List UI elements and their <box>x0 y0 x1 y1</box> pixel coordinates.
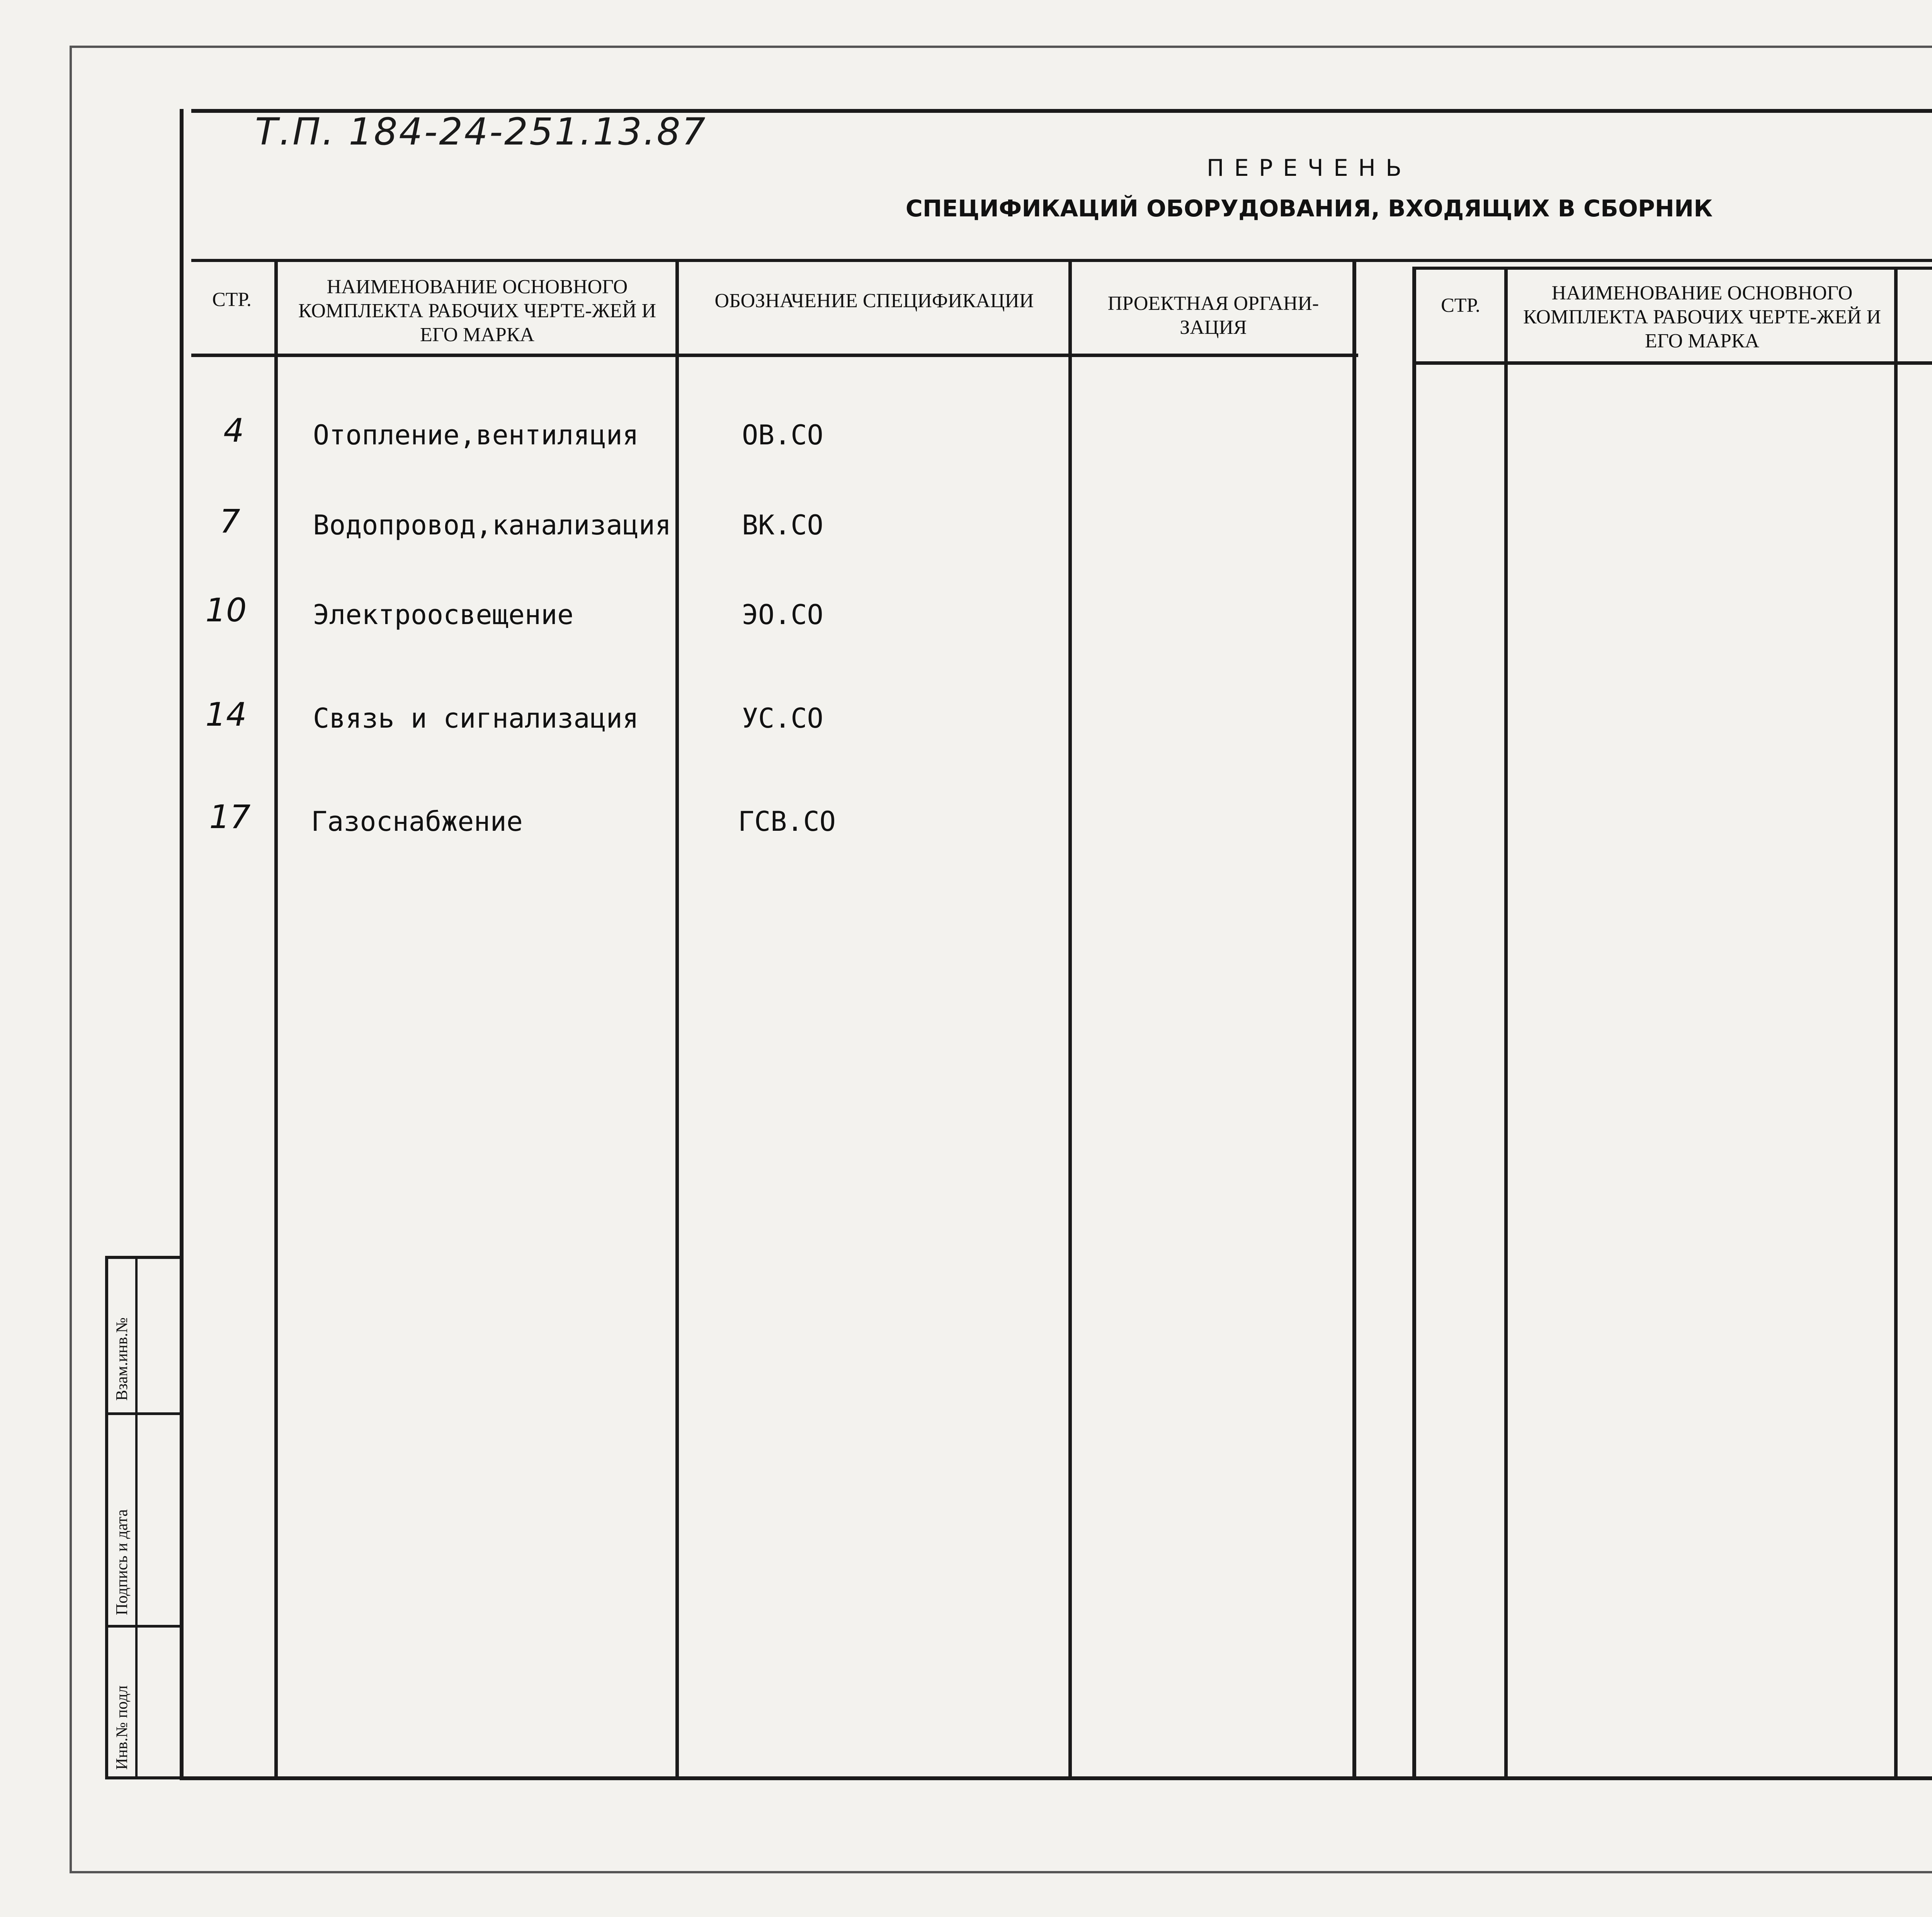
stamp-mid-edge <box>135 1256 138 1778</box>
left-header-name: НАИМЕНОВАНИЕ ОСНОВНОГО КОМПЛЕКТА РАБОЧИХ ЧЕРТЕ-ЖЕЙ И ЕГО МАРКА <box>298 276 656 346</box>
left-row-4-code: УС.СО <box>742 703 823 734</box>
left-row-1-page: 4 <box>223 412 244 449</box>
left-table-header-bottom <box>191 354 1358 357</box>
page-border-left <box>70 46 72 1873</box>
stamp-divider-2 <box>105 1625 182 1628</box>
left-row-1-name: Отопление,вентиляция <box>313 419 639 451</box>
right-col-divider-2 <box>1894 267 1898 1779</box>
left-table-header-top <box>191 259 1358 262</box>
right-col-divider-1 <box>1504 267 1508 1779</box>
left-row-5-code: ГСВ.СО <box>738 806 836 837</box>
left-row-3-name: Электроосвещение <box>313 599 574 631</box>
right-table-header-bottom <box>1416 361 1932 365</box>
document-title: ПЕРЕЧЕНЬ <box>1206 155 1412 182</box>
page-border-top <box>70 46 1932 48</box>
right-header-code <box>1899 299 1932 347</box>
frame-left <box>180 109 184 1778</box>
drawing-code: Т.П. 184-24-251.13.87 <box>255 110 707 153</box>
stamp-bottom-edge <box>105 1776 182 1779</box>
stamp-original-inv: Инв.№ подл <box>113 1685 131 1770</box>
stamp-left-edge <box>105 1256 108 1778</box>
left-header-org: ПРОЕКТНАЯ ОРГАНИ-ЗАЦИЯ <box>1107 293 1319 338</box>
left-header-page: СТР. <box>212 289 252 311</box>
left-row-2-page: 7 <box>219 502 240 540</box>
document-subtitle: СПЕЦИФИКАЦИЙ ОБОРУДОВАНИЯ, ВХОДЯЩИХ В СБОРНИК <box>905 195 1713 222</box>
stamp-divider-1 <box>105 1412 182 1415</box>
left-row-3-page: 10 <box>205 591 247 629</box>
left-col-divider-1 <box>274 259 278 1779</box>
left-row-4-name: Связь и сигнализация <box>313 703 639 734</box>
left-row-2-code: ВК.СО <box>742 509 823 541</box>
stamp-replacement-inv: Взам.инв.№ <box>113 1317 131 1401</box>
left-row-1-code: ОВ.СО <box>742 419 823 451</box>
left-row-3-code: ЭО.СО <box>742 599 823 631</box>
right-table-header-top <box>1416 267 1932 270</box>
right-header-page: СТР. <box>1441 294 1480 316</box>
stamp-signature-date: Подпись и дата <box>113 1509 131 1615</box>
left-col-divider-2 <box>675 259 679 1779</box>
left-row-2-name: Водопровод,канализация <box>313 509 672 541</box>
left-row-4-page: 14 <box>205 696 247 733</box>
stamp-top-edge <box>105 1256 182 1259</box>
right-header-name: НАИМЕНОВАНИЕ ОСНОВНОГО КОМПЛЕКТА РАБОЧИХ ЧЕРТЕ-ЖЕЙ И ЕГО МАРКА <box>1523 282 1881 352</box>
left-header-code: ОБОЗНАЧЕНИЕ СПЕЦИФИКАЦИИ <box>714 290 1034 312</box>
frame-bottom <box>180 1776 1932 1780</box>
left-row-5-name: Газоснабжение <box>311 806 523 837</box>
page-border-bottom <box>70 1871 1932 1873</box>
right-col-divider-0 <box>1412 267 1416 1779</box>
left-col-divider-3 <box>1068 259 1072 1779</box>
left-row-5-page: 17 <box>209 798 251 836</box>
left-col-divider-4 <box>1352 259 1356 1779</box>
